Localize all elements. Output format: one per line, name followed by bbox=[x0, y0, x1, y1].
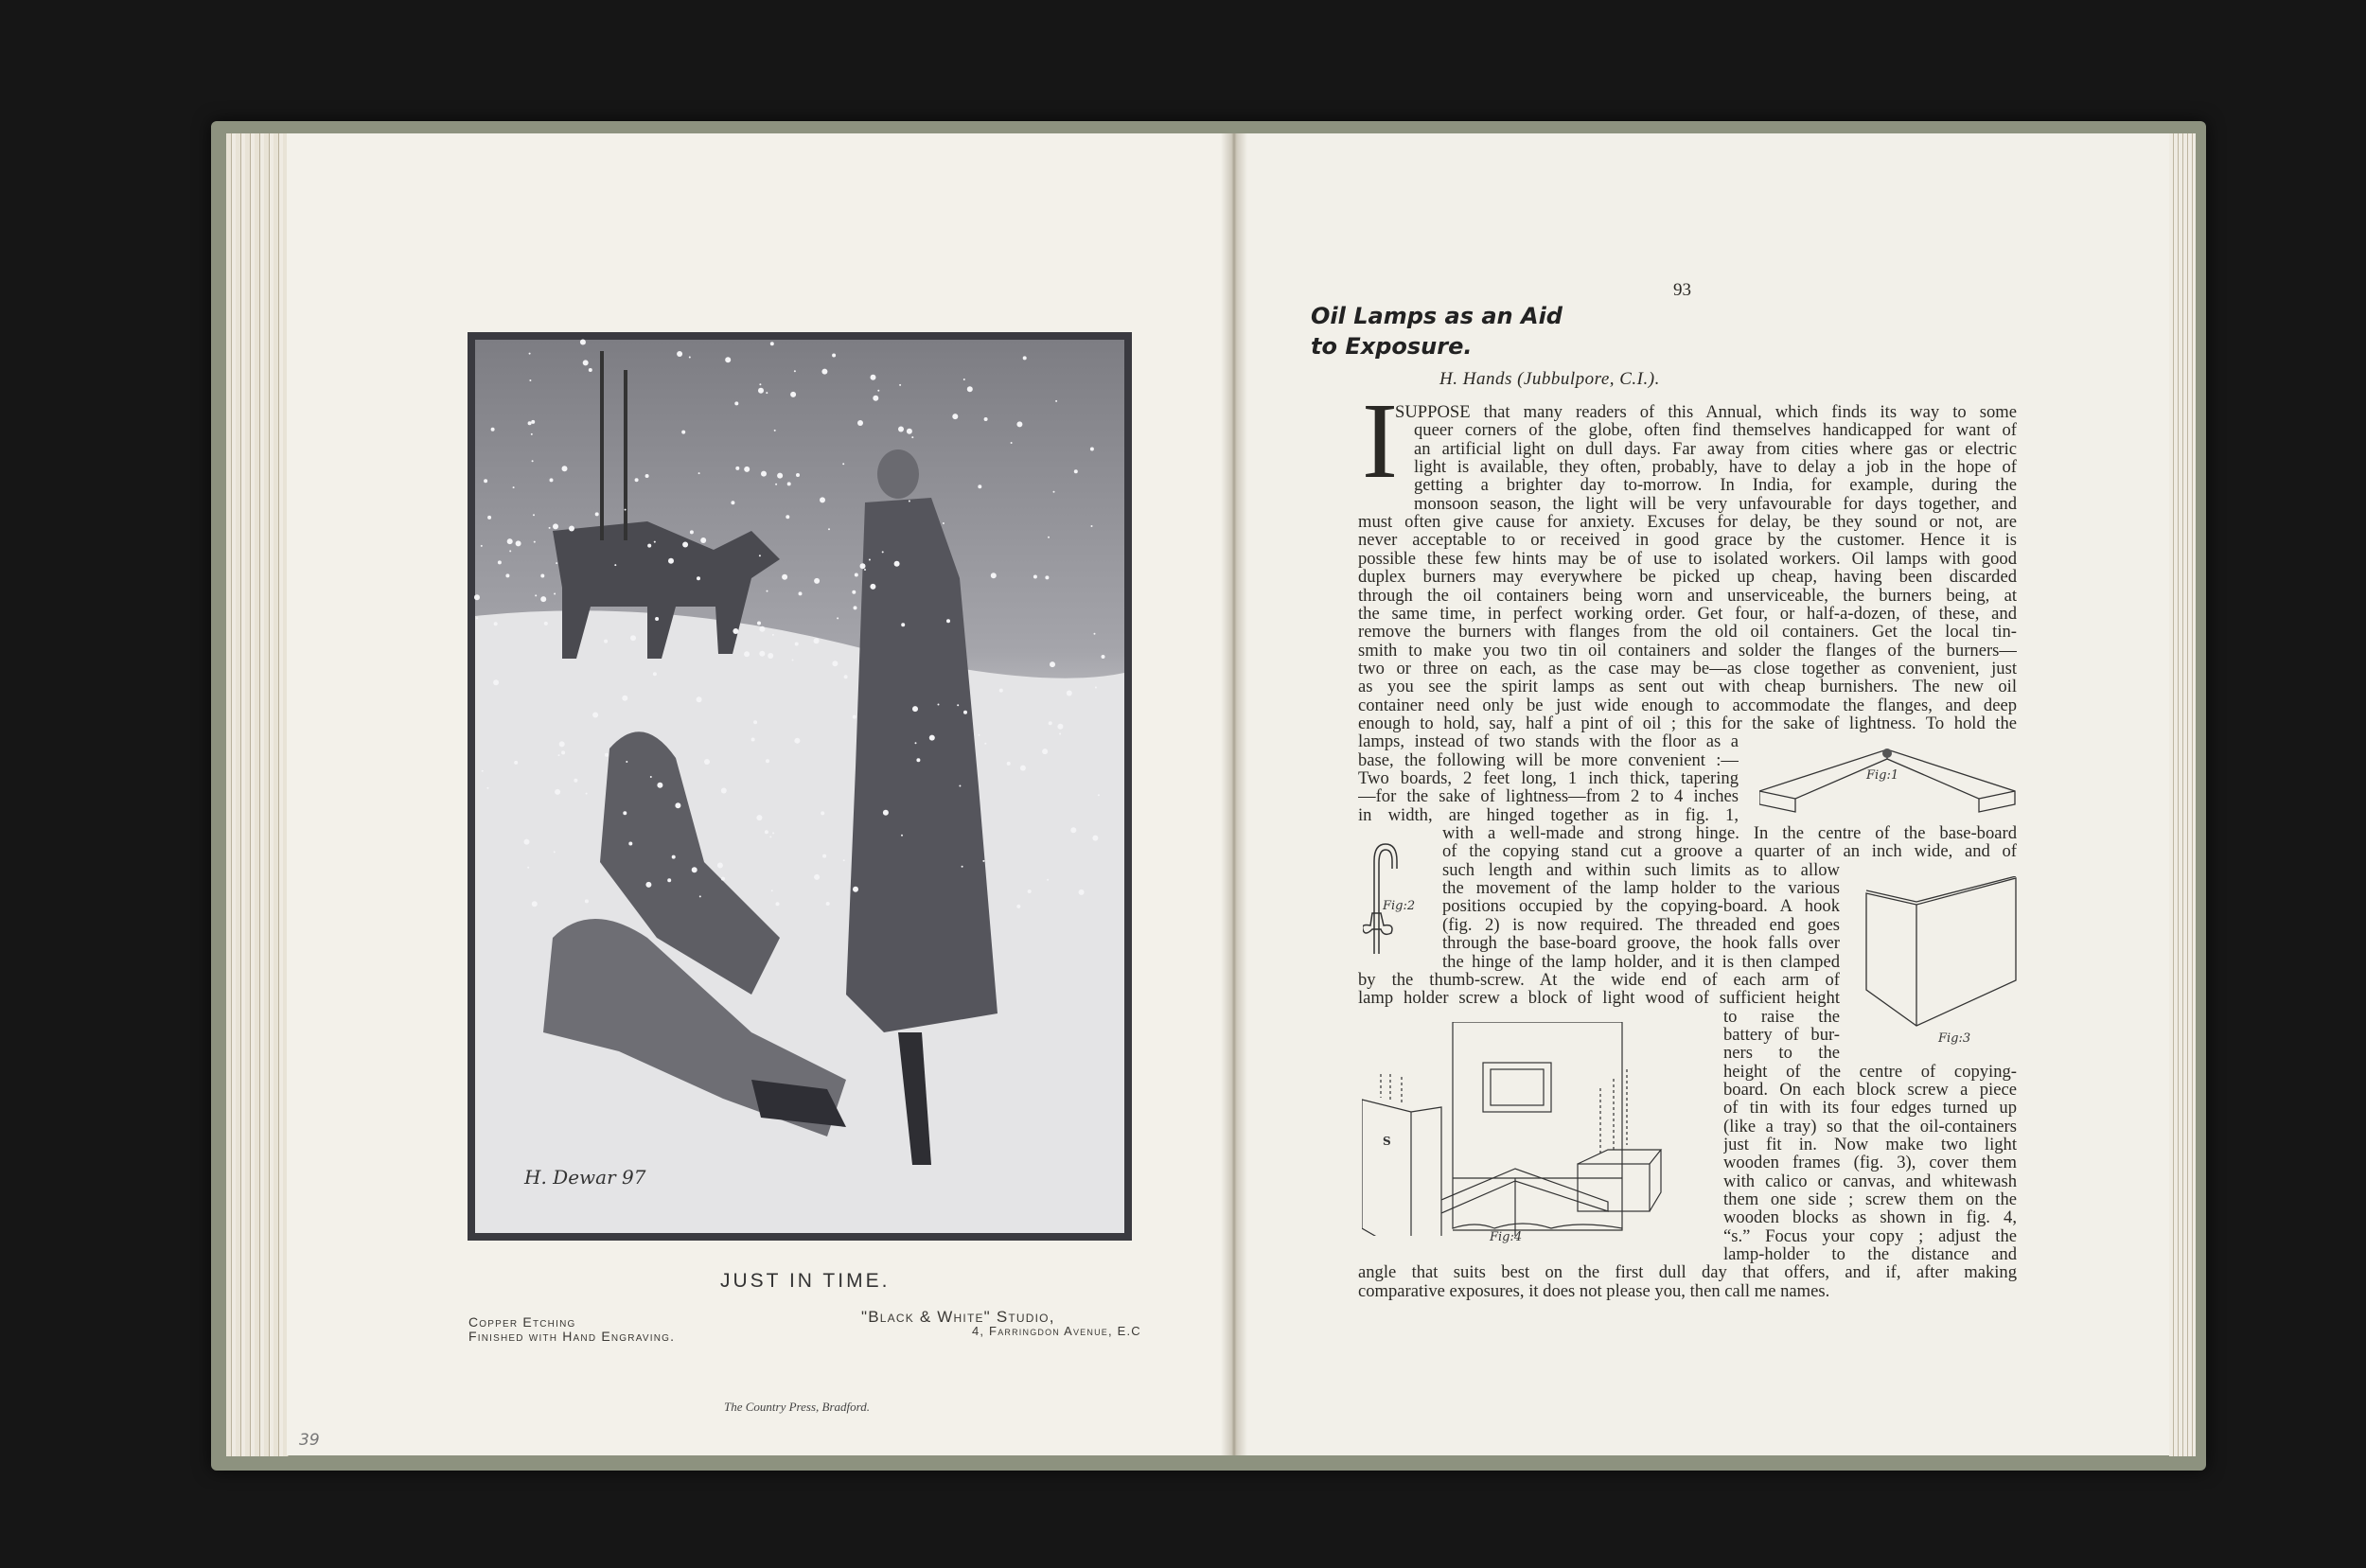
snowflake bbox=[943, 522, 945, 524]
snowflake bbox=[871, 375, 876, 380]
snowflake bbox=[1094, 633, 1096, 635]
snowflake bbox=[772, 634, 774, 636]
article-line: SUPPOSE that many readers of this Annual, which finds its way to some bbox=[1395, 402, 2017, 422]
snowflake bbox=[698, 472, 700, 474]
snowflake bbox=[527, 867, 529, 869]
article-line: getting a brighter day to-morrow. In India, for example, during the bbox=[1414, 475, 2017, 496]
article-line: (like a tray) so that the oil-containers bbox=[1723, 1116, 2017, 1136]
page-number: 93 bbox=[1673, 280, 1691, 300]
snowflake bbox=[776, 902, 780, 906]
snowflake bbox=[873, 396, 878, 401]
snowflake bbox=[574, 779, 577, 783]
snowflake bbox=[697, 696, 702, 702]
article-line: light is available, they often, probably, have to delay a job in the hope of bbox=[1414, 457, 2017, 478]
snowflake bbox=[595, 512, 599, 516]
article-line: of tin with its four edges turned up bbox=[1723, 1098, 2017, 1119]
snowflake bbox=[756, 815, 762, 820]
snowflake bbox=[759, 626, 765, 632]
snowflake bbox=[814, 638, 820, 643]
snowflake bbox=[650, 776, 652, 778]
snowflake bbox=[559, 741, 565, 747]
snowflake bbox=[766, 392, 768, 394]
book-gutter bbox=[1221, 133, 1247, 1455]
snowflake bbox=[864, 569, 866, 571]
snowflake bbox=[721, 788, 727, 794]
snowflake bbox=[533, 514, 535, 516]
snowflake bbox=[777, 473, 783, 479]
snowflake bbox=[828, 528, 830, 530]
snowflake bbox=[645, 474, 649, 478]
snowflake bbox=[561, 750, 565, 754]
snowflake bbox=[882, 551, 884, 553]
snowflake bbox=[757, 622, 761, 625]
article-line: monsoon season, the light will be very unfavourable for days together, and bbox=[1414, 493, 2017, 514]
snowflake bbox=[529, 379, 531, 381]
left-page-stack bbox=[226, 133, 289, 1456]
snowflake bbox=[592, 713, 598, 718]
snowflake bbox=[915, 742, 917, 744]
snowflake bbox=[583, 360, 589, 365]
article-line: of the copying stand cut a groove a quarter of an inch wide, and of bbox=[1442, 841, 2017, 862]
article-line: just fit in. Now make two light bbox=[1723, 1135, 2017, 1154]
snowflake bbox=[1092, 836, 1098, 841]
article-line: with calico or canvas, and whitewash bbox=[1723, 1171, 2017, 1191]
credit-left-line-1: Copper Etching bbox=[468, 1314, 576, 1330]
snowflake bbox=[1091, 525, 1093, 527]
snowflake bbox=[482, 770, 484, 772]
article-line: as you see the spirit lamps as sent out with cheap burnishers. The new oil bbox=[1358, 677, 2017, 697]
snowflake bbox=[967, 386, 973, 392]
snowflake bbox=[586, 793, 588, 795]
snowflake bbox=[623, 811, 627, 815]
article-line: the movement of the lamp holder to the various bbox=[1442, 878, 1840, 899]
snowflake bbox=[513, 486, 515, 488]
credit-right-line-2: 4, Farringdon Avenue, E.C bbox=[972, 1324, 1141, 1338]
snowflake bbox=[963, 379, 965, 380]
snowflake bbox=[1057, 724, 1063, 730]
snowflake bbox=[877, 390, 879, 392]
snowflake bbox=[1023, 356, 1027, 360]
article-line: ners to the bbox=[1723, 1043, 1840, 1064]
pencil-note: 39 bbox=[299, 1431, 320, 1450]
snowflake bbox=[853, 887, 858, 892]
snowflake bbox=[1050, 661, 1055, 667]
snowflake bbox=[657, 783, 662, 788]
article-line: base, the following will be more convenient :— bbox=[1358, 749, 1739, 770]
right-page-stack bbox=[2169, 133, 2196, 1456]
snowflake bbox=[585, 899, 589, 903]
snowflake bbox=[792, 660, 794, 661]
article-line: wooden frames (fig. 3), cover them bbox=[1723, 1153, 2017, 1173]
snowflake bbox=[991, 573, 997, 578]
snowflake bbox=[767, 590, 768, 592]
snowflake bbox=[766, 759, 769, 763]
snowflake bbox=[677, 351, 682, 357]
snowflake bbox=[870, 584, 875, 590]
snowflake bbox=[837, 617, 839, 619]
snowflake bbox=[772, 832, 774, 834]
snowflake bbox=[1098, 794, 1100, 796]
snowflake bbox=[1074, 469, 1078, 473]
snowflake bbox=[984, 417, 988, 421]
snowflake bbox=[854, 606, 857, 609]
article-line: lamp-holder to the distance and bbox=[1723, 1244, 2017, 1265]
snowflake bbox=[1053, 491, 1055, 493]
snowflake bbox=[690, 530, 694, 534]
article-line: an artificial light on dull days. Far away from cities where gas or electric bbox=[1414, 438, 2017, 459]
snowflake bbox=[734, 401, 738, 405]
article-line: two or three on each, as the case may be—as close together as convenient, just bbox=[1358, 658, 2017, 678]
snowflake bbox=[699, 895, 701, 897]
plate-illustration bbox=[468, 332, 1132, 1241]
snowflake bbox=[540, 574, 544, 578]
snowflake bbox=[860, 563, 866, 569]
figure-3-label: Fig:3 bbox=[1938, 1031, 1971, 1046]
snowflake bbox=[959, 785, 961, 787]
snowflake bbox=[505, 573, 509, 577]
snowflake bbox=[556, 562, 557, 564]
article-line: them one side ; screw them on the bbox=[1723, 1189, 2017, 1210]
snowflake bbox=[946, 619, 950, 623]
snowflake bbox=[697, 576, 700, 580]
snowflake bbox=[498, 560, 502, 564]
figure-4-marker: S bbox=[1383, 1135, 1391, 1148]
snowflake bbox=[1079, 890, 1085, 895]
article-line: queer corners of the globe, often find themselves handicapped for want of bbox=[1414, 420, 2017, 441]
snowflake bbox=[832, 661, 838, 666]
snowflake bbox=[790, 392, 796, 397]
snowflake bbox=[852, 590, 856, 594]
snowflake bbox=[765, 830, 768, 834]
snowflake bbox=[569, 526, 574, 532]
snowflake bbox=[487, 516, 491, 520]
article-line: must often give cause for anxiety. Excuses for delay, be they sound or not, are bbox=[1358, 512, 2017, 533]
snowflake bbox=[667, 878, 671, 882]
snowflake bbox=[963, 711, 967, 714]
article-line: remove the burners with flanges from the old oil containers. Get the local tin- bbox=[1358, 622, 2017, 643]
snowflake bbox=[1055, 400, 1057, 402]
figure-2-label: Fig:2 bbox=[1383, 899, 1416, 913]
snowflake bbox=[486, 787, 488, 789]
snowflake bbox=[555, 789, 560, 795]
article-line: board. On each block screw a piece bbox=[1723, 1079, 2017, 1100]
snowflake bbox=[704, 759, 710, 765]
article-line: comparative exposures, it does not please you, then call me names. bbox=[1358, 1280, 1830, 1301]
snowflake bbox=[528, 421, 532, 425]
snowflake bbox=[1059, 733, 1061, 735]
snowflake bbox=[625, 509, 627, 511]
snowflake bbox=[822, 854, 826, 858]
snowflake bbox=[1011, 442, 1013, 444]
snowflake bbox=[770, 342, 774, 345]
snowflake bbox=[744, 651, 750, 657]
snowflake bbox=[672, 855, 676, 859]
snowflake bbox=[689, 357, 691, 359]
snowflake bbox=[795, 643, 799, 646]
snowflake bbox=[901, 835, 903, 837]
snowflake bbox=[484, 479, 487, 483]
snowflake bbox=[782, 574, 787, 580]
snowflake bbox=[842, 463, 844, 465]
article-title-line-1: Oil Lamps as an Aid bbox=[1311, 303, 1563, 329]
article-line: through the oil containers being worn and unserviceable, the burners being, at bbox=[1358, 585, 2017, 606]
snowflake bbox=[999, 689, 1003, 693]
article-line: wooden blocks as shown in fig. 4, bbox=[1723, 1207, 2017, 1228]
snowflake bbox=[821, 369, 827, 375]
snowflake bbox=[758, 388, 764, 394]
snowflake bbox=[516, 540, 521, 546]
snowflake bbox=[524, 839, 530, 845]
snowflake bbox=[635, 478, 639, 482]
snowflake bbox=[982, 860, 984, 862]
snowflake bbox=[751, 738, 755, 742]
article-line: smith to make you two tin oil containers and solder the flanges of the burners— bbox=[1358, 640, 2017, 661]
snowflake bbox=[481, 545, 483, 547]
snowflake bbox=[978, 484, 981, 488]
credit-right-line-1: "Black & White" Studio, bbox=[861, 1308, 1055, 1326]
credit-left-line-2: Finished with Hand Engraving. bbox=[468, 1329, 676, 1344]
snowflake bbox=[814, 578, 820, 584]
snowflake bbox=[799, 591, 803, 595]
snowflake bbox=[647, 544, 651, 548]
snowflake bbox=[645, 882, 651, 888]
snowflake bbox=[562, 466, 568, 471]
snowflake bbox=[731, 501, 734, 504]
snowflake bbox=[1028, 890, 1032, 893]
article-line: to raise the bbox=[1723, 1006, 1840, 1027]
snowflake bbox=[907, 429, 912, 434]
snowflake bbox=[628, 842, 632, 846]
snowflake bbox=[1016, 421, 1022, 427]
snowflake bbox=[554, 593, 556, 595]
snowflake bbox=[529, 353, 531, 355]
figure-4-copying-setup bbox=[1362, 1022, 1686, 1236]
snowflake bbox=[653, 672, 657, 676]
article-line: through the base-board groove, the hook falls over bbox=[1442, 933, 1840, 954]
snowflake bbox=[1020, 766, 1026, 771]
snowflake bbox=[814, 874, 820, 880]
article-byline: H. Hands (Jubbulpore, C.I.). bbox=[1439, 369, 1660, 389]
snowflake bbox=[605, 753, 609, 757]
snowflake bbox=[668, 558, 674, 564]
snowflake bbox=[1067, 691, 1072, 696]
snowflake bbox=[759, 555, 761, 556]
snowflake bbox=[771, 890, 773, 891]
snowflake bbox=[794, 370, 796, 372]
snowflake bbox=[630, 635, 636, 641]
snowflake bbox=[622, 696, 627, 701]
snowflake bbox=[855, 573, 858, 577]
snowflake bbox=[507, 538, 513, 544]
snowflake bbox=[912, 706, 918, 712]
snowflake bbox=[857, 420, 863, 426]
snowflake bbox=[938, 704, 940, 706]
article-line: duplex burners may everywhere be picked up cheap, having been discarded bbox=[1358, 567, 2017, 588]
article-line: in width, are hinged together as in fig. 1, bbox=[1358, 804, 1739, 825]
snowflake bbox=[1049, 721, 1052, 725]
article-line: such length and within such limits as to allow bbox=[1442, 859, 1840, 880]
snowflake bbox=[735, 467, 739, 470]
snowflake bbox=[534, 541, 536, 543]
snowflake bbox=[1007, 762, 1011, 766]
snowflake bbox=[901, 623, 905, 626]
snowflake bbox=[832, 354, 836, 358]
article-line: never acceptable to or received in good grace by the customer. Hence it is bbox=[1358, 530, 2017, 551]
snowflake bbox=[494, 622, 498, 625]
snowflake bbox=[540, 596, 546, 602]
snowflake bbox=[692, 867, 697, 872]
snowflake bbox=[761, 471, 767, 477]
snowflake bbox=[1016, 905, 1020, 908]
snowflake bbox=[626, 761, 627, 763]
snowflake bbox=[984, 743, 986, 745]
article-line: by the thumb-screw. At the wide end of each arm of bbox=[1358, 969, 1840, 990]
article-line: positions occupied by the copying-board. A hook bbox=[1442, 896, 1840, 917]
snowflake bbox=[744, 467, 750, 472]
snowflake bbox=[883, 810, 889, 816]
snowflake bbox=[491, 428, 495, 432]
snowflake bbox=[654, 541, 656, 543]
snowflake bbox=[929, 735, 935, 741]
snowflake bbox=[1048, 537, 1050, 538]
snowflake bbox=[768, 653, 773, 659]
snowflake bbox=[544, 622, 548, 625]
snowflake bbox=[821, 811, 824, 815]
snowflake bbox=[1045, 575, 1049, 579]
snowflake bbox=[682, 542, 688, 548]
snowflake bbox=[584, 343, 586, 344]
article-line: the hinge of the lamp holder, and it is then clamped bbox=[1442, 951, 1840, 972]
printer-credit: The Country Press, Bradford. bbox=[724, 1400, 870, 1414]
snowflake bbox=[753, 720, 757, 724]
article-line: height of the centre of copying- bbox=[1723, 1061, 2017, 1082]
snowflake bbox=[493, 679, 499, 685]
snowflake bbox=[1095, 687, 1097, 689]
snowflake bbox=[549, 527, 551, 529]
snowflake bbox=[700, 537, 706, 543]
article-line: “s.” Focus your copy ; adjust the bbox=[1723, 1225, 2017, 1246]
snowflake bbox=[514, 761, 518, 765]
snowflake bbox=[774, 430, 776, 432]
article-line: enough to hold, say, half a pint of oil ; this for the sake of lightness. To hold the bbox=[1358, 713, 2017, 733]
snowflake bbox=[532, 460, 534, 462]
snowflake bbox=[717, 863, 723, 869]
snowflake bbox=[786, 515, 789, 519]
article-line: angle that suits best on the first dull day that offers, and if, after making bbox=[1358, 1262, 2017, 1283]
snowflake bbox=[769, 836, 771, 837]
snowflake bbox=[916, 758, 920, 762]
snowflake bbox=[532, 901, 538, 907]
snowflake bbox=[509, 550, 511, 552]
snowflake bbox=[535, 594, 537, 596]
article-line: lamp holder screw a block of light wood of sufficient height bbox=[1358, 988, 1840, 1009]
snowflake bbox=[843, 859, 845, 861]
article-title-line-2: to Exposure. bbox=[1311, 333, 1473, 360]
snowflake bbox=[826, 902, 830, 906]
article-line: (fig. 2) is now required. The threaded end goes bbox=[1442, 914, 1840, 935]
article-line: the same time, in perfect working order. Get four, or half-a-dozen, of these, and bbox=[1358, 603, 2017, 624]
snowflake bbox=[1090, 448, 1094, 451]
snowflake bbox=[721, 877, 725, 881]
snowflake bbox=[869, 559, 871, 561]
article-line: battery of bur- bbox=[1723, 1024, 1840, 1045]
snowflake bbox=[589, 368, 592, 372]
snowflake bbox=[655, 617, 659, 621]
snowflake bbox=[725, 357, 731, 362]
snowflake bbox=[476, 617, 478, 619]
snowflake bbox=[962, 866, 963, 868]
article-line: —for the sake of lightness—from 2 to 4 inches bbox=[1358, 786, 1739, 807]
article-line: possible these few hints may be of use to isolated workers. Oil lamps with good bbox=[1358, 548, 2017, 569]
snowflake bbox=[474, 594, 480, 600]
artist-signature: H. Dewar 97 bbox=[524, 1166, 646, 1189]
figure-4-label: Fig:4 bbox=[1490, 1230, 1523, 1244]
snowflake bbox=[894, 561, 900, 567]
snowflake bbox=[675, 802, 680, 808]
snowflake bbox=[1047, 879, 1049, 881]
snowflake bbox=[614, 564, 616, 566]
snowflake bbox=[844, 675, 848, 678]
snowflake bbox=[1042, 749, 1048, 754]
snowflake bbox=[554, 851, 556, 853]
snowflake bbox=[898, 427, 904, 432]
snowflake bbox=[1102, 655, 1105, 659]
drop-cap: I bbox=[1362, 396, 1398, 486]
figure-1-label: Fig:1 bbox=[1866, 768, 1899, 783]
snowflake bbox=[796, 473, 800, 477]
snowflake bbox=[759, 383, 761, 385]
snowflake bbox=[957, 704, 959, 706]
plate-title: JUST IN TIME. bbox=[720, 1270, 891, 1292]
snowflake bbox=[899, 384, 901, 386]
snowflake bbox=[550, 478, 554, 482]
snowflake bbox=[531, 420, 535, 424]
article-line: with a well-made and strong hinge. In the centre of the base-board bbox=[1442, 823, 2017, 844]
snowflake bbox=[1070, 827, 1076, 833]
snowflake bbox=[604, 640, 608, 643]
snowflake bbox=[531, 433, 533, 435]
article-line: container need only be just wide enough to accommodate the flanges, and deep bbox=[1358, 695, 2017, 715]
article-line: lamps, instead of two stands with the floor as a bbox=[1358, 731, 1739, 752]
snowflake bbox=[759, 651, 765, 657]
snowflake bbox=[787, 482, 791, 485]
snowflake bbox=[952, 414, 958, 419]
snowflake bbox=[553, 523, 558, 529]
snowflake bbox=[820, 497, 825, 502]
snowflake bbox=[853, 715, 856, 719]
figure-3-wooden-frames bbox=[1864, 876, 2018, 1028]
snowflake bbox=[794, 738, 800, 744]
snowflake bbox=[558, 754, 560, 756]
snowflake bbox=[681, 431, 685, 434]
snowflake bbox=[909, 501, 910, 502]
snowflake bbox=[733, 628, 738, 634]
snowflake bbox=[1033, 575, 1037, 579]
snowflake bbox=[911, 436, 913, 438]
snowflake bbox=[775, 484, 777, 485]
article-title bbox=[1311, 301, 1563, 361]
snowflake bbox=[979, 734, 980, 736]
article-line: Two boards, 2 feet long, 1 inch thick, tapering bbox=[1358, 768, 1739, 788]
